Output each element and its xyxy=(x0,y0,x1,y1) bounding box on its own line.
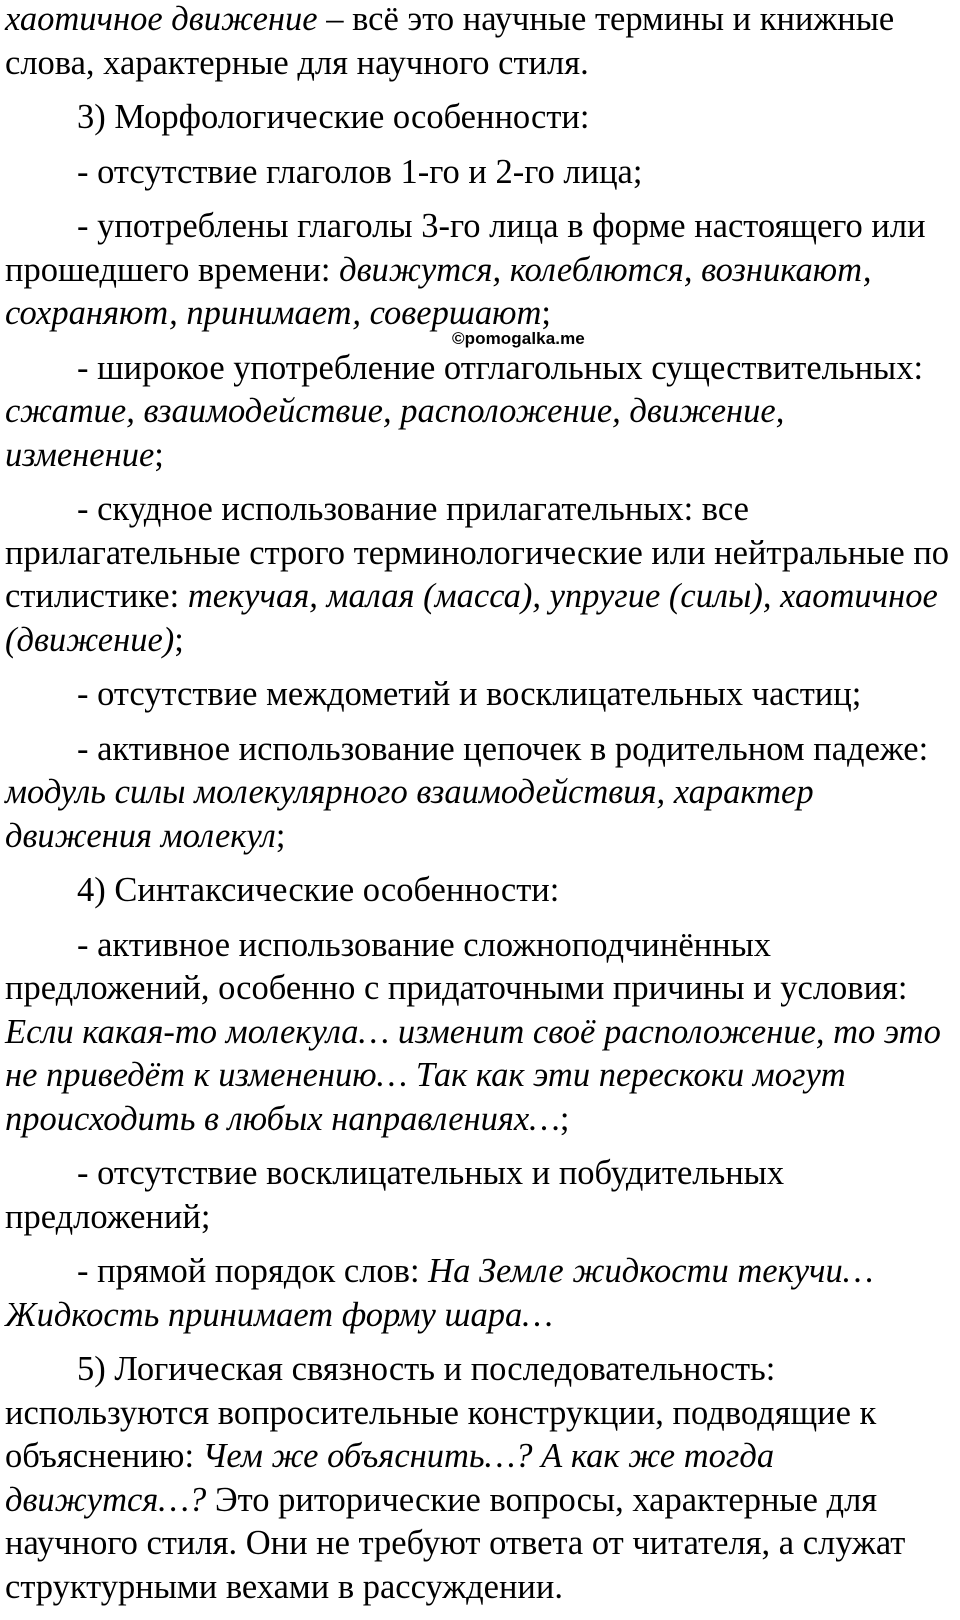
paragraph xyxy=(5,728,950,859)
paragraph xyxy=(5,488,950,662)
body-text: - скудное использование прилагательных: все прилагательные строго терминологические или нейтральные по стилистике: xyxy=(5,490,950,615)
example-text: сжатие, взаимодействие, расположение, движение, изменение xyxy=(5,392,785,474)
paragraph xyxy=(5,205,950,336)
paragraph xyxy=(5,347,950,478)
paragraph xyxy=(5,0,950,85)
body-text: 5) Логическая связность и последовательность: используются вопросительные конструкции, подводящие к объяснению: xyxy=(5,1350,877,1475)
document-page xyxy=(5,0,950,1620)
example-text: На Земле жидкости текучи… Жидкость принимает форму шара… xyxy=(5,1252,874,1334)
body-text: 3) Морфологические особенности: xyxy=(77,98,590,136)
body-text: Это риторические вопросы, характерные для научного стиля. Они не требуют ответа от читателя, а служат структурными вехами в рассуждении. xyxy=(5,1480,906,1606)
body-text: - прямой порядок слов: xyxy=(77,1252,429,1290)
example-text: модуль силы молекулярного взаимодействия, характер движения молекул xyxy=(5,773,814,855)
paragraph xyxy=(5,673,950,717)
example-text: Если какая-то молекула… изменит своё расположение, то это не приведёт к изменению… Так как эти перескоки могут происходить в любых направлениях… xyxy=(5,1012,941,1138)
body-text: – всё это научные термины и книжные слова, характерные для научного стиля. xyxy=(5,0,895,82)
example-text: хаотичное движение xyxy=(5,0,318,38)
body-text: - употреблены глаголы 3-го лица в форме настоящего или прошедшего времени: xyxy=(5,207,926,289)
paragraph xyxy=(5,96,950,140)
paragraph xyxy=(5,1152,950,1239)
body-text: ; xyxy=(174,620,184,659)
body-text: - отсутствие восклицательных и побудительных предложений; xyxy=(5,1154,785,1236)
body-text: ; xyxy=(559,1099,570,1138)
body-text: ; xyxy=(275,816,286,855)
body-text: ; xyxy=(154,435,164,474)
paragraph xyxy=(5,924,950,1142)
body-text: - активное использование цепочек в родительном падеже: xyxy=(77,729,929,768)
paragraph xyxy=(5,151,950,195)
body-text: - активное использование сложноподчинённых предложений, особенно с придаточными причины и условия: xyxy=(5,925,908,1007)
body-text: - широкое употребление отглагольных существительных: xyxy=(77,348,924,387)
example-text: движутся, колеблются, возникают, сохраняют, принимает, совершают xyxy=(5,250,872,332)
body-text: - отсутствие глаголов 1-го и 2-го лица; xyxy=(77,152,643,191)
body-text: - отсутствие междометий и восклицательных частиц; xyxy=(77,675,862,713)
paragraph xyxy=(5,1250,950,1337)
body-text: ; xyxy=(541,294,551,332)
example-text: текучая, малая (масса), упругие (силы), хаотичное (движение) xyxy=(5,577,938,659)
watermark: ©pomogalka.me xyxy=(452,329,585,348)
paragraph xyxy=(5,869,950,913)
body-text: 4) Синтаксические особенности: xyxy=(77,871,560,909)
paragraph xyxy=(5,1348,950,1609)
example-text: Чем же объяснить…? А как же тогда движутся…? xyxy=(5,1437,775,1519)
